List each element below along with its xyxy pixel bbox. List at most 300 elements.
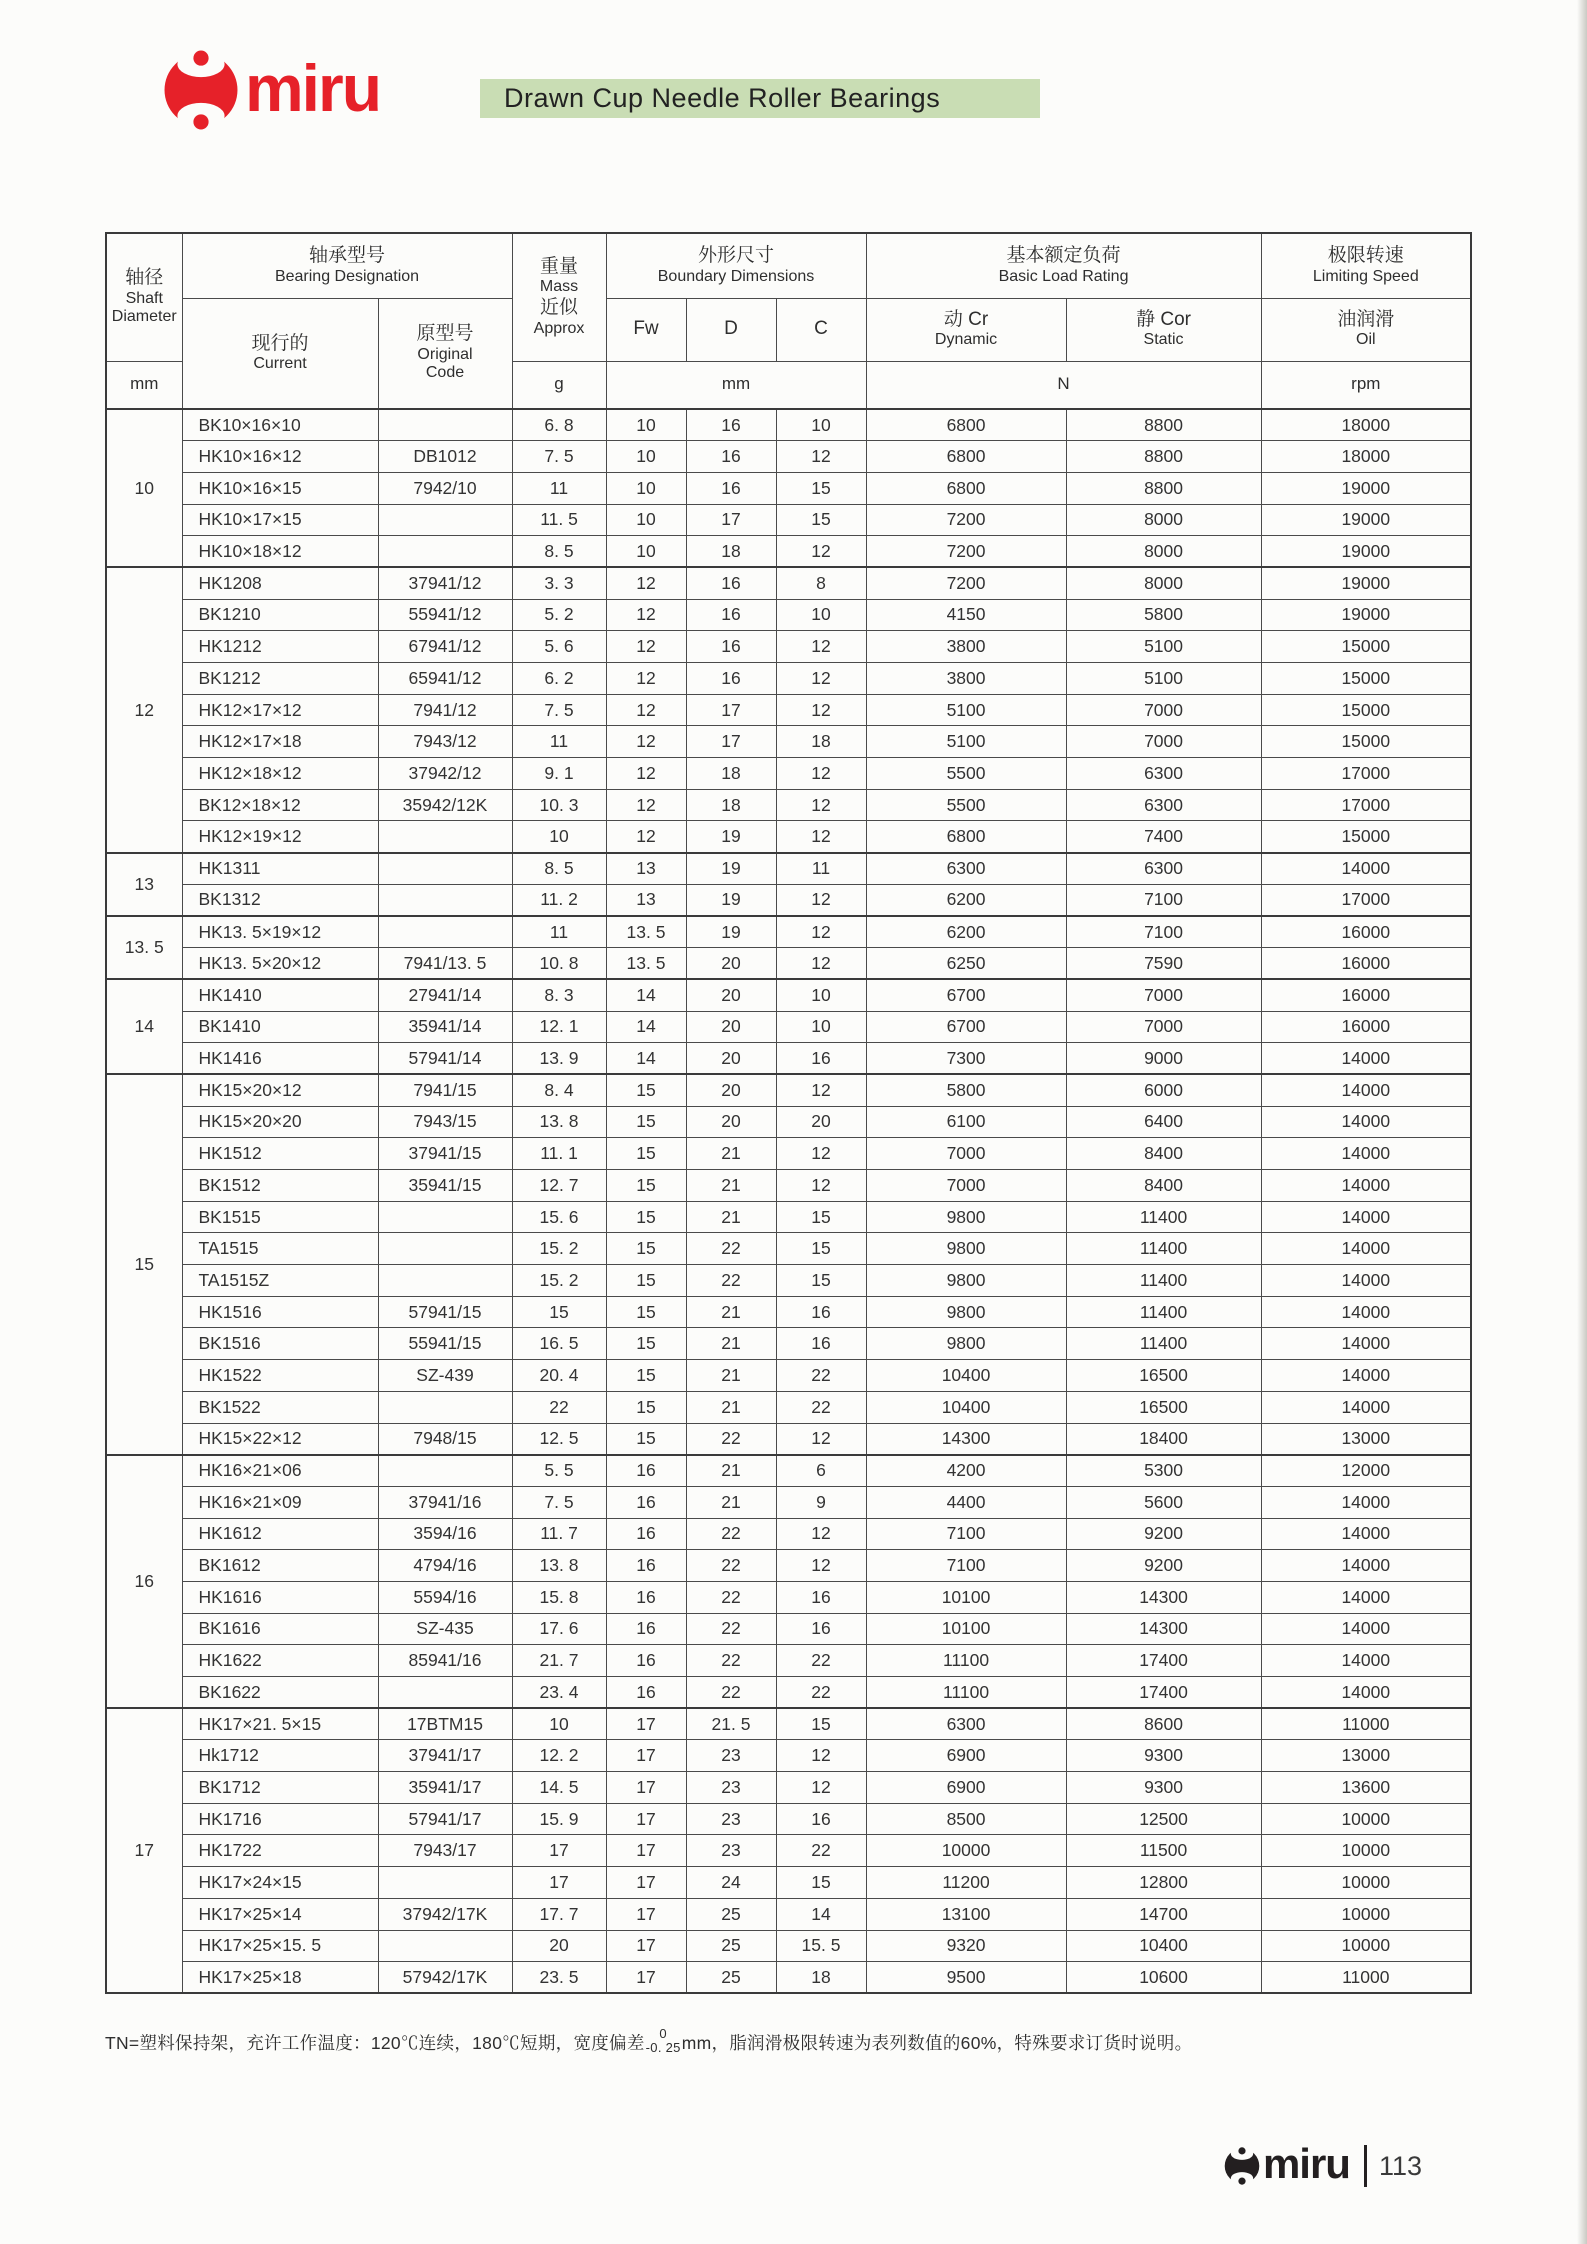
d-cell: 25 (686, 1930, 776, 1962)
fw-cell: 17 (606, 1708, 686, 1740)
designation-current-cell: HK12×18×12 (182, 758, 378, 790)
table-row (106, 567, 1471, 599)
page-title: Drawn Cup Needle Roller Bearings (504, 83, 941, 113)
d-cell: 21 (686, 1391, 776, 1423)
limiting-speed-cell: 18000 (1261, 409, 1471, 441)
dynamic-load-cell: 5500 (866, 758, 1066, 790)
shaft-diameter-cell: 13 (106, 853, 182, 916)
table-row (106, 948, 1471, 980)
original-code-cell: 35941/17 (378, 1772, 512, 1804)
dynamic-load-cell: 9800 (866, 1265, 1066, 1297)
fw-cell: 17 (606, 1962, 686, 1994)
load-label-zh: 基本额定负荷 (1006, 245, 1121, 267)
static-load-cell: 11400 (1066, 1201, 1261, 1233)
dynamic-load-cell: 4150 (866, 599, 1066, 631)
dynamic-load-cell: 7200 (866, 567, 1066, 599)
dynamic-load-cell: 6800 (866, 472, 1066, 504)
fw-cell: 12 (606, 758, 686, 790)
fw-cell: 15 (606, 1170, 686, 1202)
table-row (106, 1550, 1471, 1582)
static-load-cell: 12500 (1066, 1803, 1261, 1835)
col-fw (606, 298, 686, 361)
table-row (106, 1170, 1471, 1202)
col-oil (1261, 298, 1471, 361)
mass-cell: 17 (512, 1835, 606, 1867)
limiting-speed-cell: 12000 (1261, 1455, 1471, 1487)
d-cell: 20 (686, 1106, 776, 1138)
original-code-cell (378, 1233, 512, 1265)
fw-cell: 16 (606, 1645, 686, 1677)
designation-current-cell: HK1522 (182, 1360, 378, 1392)
limiting-speed-cell: 17000 (1261, 758, 1471, 790)
static-load-cell: 9300 (1066, 1772, 1261, 1804)
fw-cell: 14 (606, 1011, 686, 1043)
fw-cell: 15 (606, 1233, 686, 1265)
designation-current-cell: HK1716 (182, 1803, 378, 1835)
static-load-cell: 5800 (1066, 599, 1261, 631)
limiting-speed-cell: 15000 (1261, 726, 1471, 758)
limiting-speed-cell: 17000 (1261, 789, 1471, 821)
fw-label: Fw (633, 318, 659, 340)
dynamic-load-cell: 9800 (866, 1233, 1066, 1265)
table-row (106, 1265, 1471, 1297)
dynamic-load-cell: 3800 (866, 631, 1066, 663)
footnote-part1: TN=塑料保持架，充许工作温度：120℃连续，180℃短期，宽度偏差 (105, 2033, 645, 2053)
dynamic-load-cell: 4400 (866, 1486, 1066, 1518)
original-code-cell: 85941/16 (378, 1645, 512, 1677)
original-code-cell: 37942/12 (378, 758, 512, 790)
limiting-speed-cell: 14000 (1261, 853, 1471, 885)
designation-current-cell: BK1312 (182, 884, 378, 916)
c-cell: 12 (776, 1138, 866, 1170)
fw-cell: 17 (606, 1740, 686, 1772)
mass-cell: 8. 5 (512, 853, 606, 885)
original-code-cell (378, 1677, 512, 1709)
table-row (106, 1645, 1471, 1677)
designation-current-cell: HK15×20×20 (182, 1106, 378, 1138)
designation-current-cell: HK17×25×18 (182, 1962, 378, 1994)
static-load-cell: 9200 (1066, 1518, 1261, 1550)
mass-cell: 6. 8 (512, 409, 606, 441)
tolerance-upper: 0 (659, 2026, 667, 2042)
limiting-speed-cell: 13000 (1261, 1740, 1471, 1772)
c-cell: 11 (776, 853, 866, 885)
static-load-cell: 17400 (1066, 1677, 1261, 1709)
mass-cell: 9. 1 (512, 758, 606, 790)
static-load-cell: 7400 (1066, 821, 1261, 853)
original-code-cell: 57942/17K (378, 1962, 512, 1994)
c-cell: 12 (776, 1518, 866, 1550)
fw-cell: 13 (606, 853, 686, 885)
d-cell: 16 (686, 472, 776, 504)
table-row (106, 1486, 1471, 1518)
limiting-speed-cell: 15000 (1261, 631, 1471, 663)
fw-cell: 10 (606, 441, 686, 473)
d-cell: 23 (686, 1740, 776, 1772)
table-row (106, 1455, 1471, 1487)
table-row (106, 821, 1471, 853)
c-cell: 15 (776, 1708, 866, 1740)
designation-current-cell: HK1612 (182, 1518, 378, 1550)
brand-logo (163, 50, 380, 130)
boundary-label-zh: 外形尺寸 (698, 245, 775, 267)
c-cell: 16 (776, 1328, 866, 1360)
mass-cell: 5. 2 (512, 599, 606, 631)
dynamic-load-cell: 13100 (866, 1898, 1066, 1930)
oil-label-en: Oil (1356, 331, 1376, 349)
mass-cell: 13. 9 (512, 1043, 606, 1075)
limiting-speed-cell: 16000 (1261, 948, 1471, 980)
limiting-speed-cell: 17000 (1261, 884, 1471, 916)
static-load-cell: 11400 (1066, 1328, 1261, 1360)
fw-cell: 16 (606, 1455, 686, 1487)
col-boundary-dimensions (606, 233, 866, 298)
original-code-cell: SZ-439 (378, 1360, 512, 1392)
table-row (106, 1360, 1471, 1392)
fw-cell: 16 (606, 1486, 686, 1518)
static-load-cell: 14300 (1066, 1613, 1261, 1645)
dynamic-load-cell: 5500 (866, 789, 1066, 821)
mass-cell: 17. 6 (512, 1613, 606, 1645)
tolerance-lower: -0. 25 (645, 2040, 681, 2056)
mass-cell: 11. 2 (512, 884, 606, 916)
mass-cell: 15. 2 (512, 1233, 606, 1265)
designation-current-cell: HK16×21×09 (182, 1486, 378, 1518)
mass-cell: 11 (512, 916, 606, 948)
fw-cell: 17 (606, 1898, 686, 1930)
c-cell: 12 (776, 1550, 866, 1582)
table-row (106, 1328, 1471, 1360)
limiting-speed-cell: 14000 (1261, 1550, 1471, 1582)
c-cell: 9 (776, 1486, 866, 1518)
limiting-speed-cell: 10000 (1261, 1930, 1471, 1962)
original-code-cell: 5594/16 (378, 1581, 512, 1613)
dynamic-label-zh: 动 Cr (943, 308, 989, 330)
limiting-speed-cell: 16000 (1261, 1011, 1471, 1043)
limiting-speed-cell: 14000 (1261, 1074, 1471, 1106)
c-cell: 12 (776, 1074, 866, 1106)
fw-cell: 15 (606, 1391, 686, 1423)
static-load-cell: 14300 (1066, 1581, 1261, 1613)
designation-current-cell: HK1516 (182, 1296, 378, 1328)
original-code-cell: 7942/10 (378, 472, 512, 504)
fw-cell: 15 (606, 1360, 686, 1392)
limiting-speed-cell: 14000 (1261, 1391, 1471, 1423)
speed-label-zh: 极限转速 (1327, 245, 1404, 267)
mass-cell: 22 (512, 1391, 606, 1423)
static-load-cell: 11400 (1066, 1233, 1261, 1265)
designation-current-cell: HK12×17×18 (182, 726, 378, 758)
original-code-cell: 37941/16 (378, 1486, 512, 1518)
table-row (106, 504, 1471, 536)
static-load-cell: 7000 (1066, 694, 1261, 726)
static-load-cell: 5300 (1066, 1455, 1261, 1487)
page-number: 113 (1378, 2150, 1422, 2181)
table-row (106, 599, 1471, 631)
c-cell: 22 (776, 1677, 866, 1709)
d-label: D (724, 318, 738, 340)
c-cell: 15. 5 (776, 1930, 866, 1962)
static-load-cell: 5100 (1066, 631, 1261, 663)
limiting-speed-cell: 14000 (1261, 1170, 1471, 1202)
mass-cell: 10 (512, 821, 606, 853)
d-cell: 22 (686, 1550, 776, 1582)
mass-label-en: Mass (539, 278, 579, 296)
original-code-cell: 57941/15 (378, 1296, 512, 1328)
fw-cell: 17 (606, 1930, 686, 1962)
table-row (106, 1423, 1471, 1455)
original-code-cell: 37941/17 (378, 1740, 512, 1772)
c-cell: 12 (776, 536, 866, 568)
mass-cell: 6. 2 (512, 663, 606, 695)
designation-current-cell: HK10×16×15 (182, 472, 378, 504)
shaft-diameter-cell: 16 (106, 1455, 182, 1709)
c-cell: 15 (776, 504, 866, 536)
c-cell: 12 (776, 631, 866, 663)
c-cell: 12 (776, 694, 866, 726)
table-row (106, 1835, 1471, 1867)
static-load-cell: 7590 (1066, 948, 1261, 980)
mass-cell: 11. 1 (512, 1138, 606, 1170)
oil-label-zh: 油润滑 (1337, 308, 1395, 330)
approx-label-zh: 近似 (539, 297, 578, 319)
static-load-cell: 8600 (1066, 1708, 1261, 1740)
dynamic-load-cell: 7200 (866, 536, 1066, 568)
designation-current-cell: HK1722 (182, 1835, 378, 1867)
designation-current-cell: HK1622 (182, 1645, 378, 1677)
d-cell: 21 (686, 1138, 776, 1170)
static-load-cell: 8000 (1066, 504, 1261, 536)
original-code-cell: 7941/15 (378, 1074, 512, 1106)
original-code-cell: 57941/14 (378, 1043, 512, 1075)
d-cell: 19 (686, 853, 776, 885)
c-cell: 10 (776, 1011, 866, 1043)
designation-label-zh: 轴承型号 (308, 245, 385, 267)
table-row (106, 726, 1471, 758)
mass-cell: 5. 5 (512, 1455, 606, 1487)
designation-current-cell: BK1212 (182, 663, 378, 695)
designation-current-cell: HK12×19×12 (182, 821, 378, 853)
c-cell: 12 (776, 1423, 866, 1455)
limiting-speed-cell: 14000 (1261, 1201, 1471, 1233)
designation-current-cell: TA1515 (182, 1233, 378, 1265)
c-cell: 15 (776, 1233, 866, 1265)
limiting-speed-cell: 10000 (1261, 1898, 1471, 1930)
d-cell: 18 (686, 789, 776, 821)
designation-current-cell: BK1712 (182, 1772, 378, 1804)
d-cell: 19 (686, 916, 776, 948)
static-load-cell: 8800 (1066, 472, 1261, 504)
static-load-cell: 12800 (1066, 1867, 1261, 1899)
designation-current-cell: BK1616 (182, 1613, 378, 1645)
c-cell: 12 (776, 1740, 866, 1772)
d-cell: 17 (686, 694, 776, 726)
table-row (106, 758, 1471, 790)
fw-cell: 10 (606, 409, 686, 441)
c-cell: 22 (776, 1835, 866, 1867)
mass-label-zh: 重量 (539, 255, 578, 277)
static-load-cell: 8400 (1066, 1170, 1261, 1202)
fw-cell: 12 (606, 694, 686, 726)
fw-cell: 12 (606, 821, 686, 853)
limiting-speed-cell: 10000 (1261, 1835, 1471, 1867)
dynamic-load-cell: 14300 (866, 1423, 1066, 1455)
d-cell: 22 (686, 1518, 776, 1550)
original-code-cell: 7941/12 (378, 694, 512, 726)
c-cell: 8 (776, 567, 866, 599)
fw-cell: 15 (606, 1265, 686, 1297)
limiting-speed-cell: 14000 (1261, 1106, 1471, 1138)
static-load-cell: 6000 (1066, 1074, 1261, 1106)
fw-cell: 15 (606, 1138, 686, 1170)
original-code-cell: 55941/15 (378, 1328, 512, 1360)
approx-label-en: Approx (533, 319, 585, 337)
dynamic-load-cell: 9800 (866, 1296, 1066, 1328)
mass-cell: 8. 5 (512, 536, 606, 568)
shaft-diameter-cell: 12 (106, 567, 182, 852)
dynamic-load-cell: 8500 (866, 1803, 1066, 1835)
d-cell: 20 (686, 1074, 776, 1106)
mass-cell: 20. 4 (512, 1360, 606, 1392)
dynamic-load-cell: 10400 (866, 1391, 1066, 1423)
c-label: C (814, 318, 828, 340)
footer-miru-logo-icon (1224, 2147, 1260, 2185)
dynamic-load-cell: 11100 (866, 1677, 1066, 1709)
designation-current-cell: HK1212 (182, 631, 378, 663)
d-cell: 22 (686, 1677, 776, 1709)
d-cell: 20 (686, 979, 776, 1011)
static-load-cell: 8800 (1066, 409, 1261, 441)
original-code-cell (378, 409, 512, 441)
original-code-cell: 27941/14 (378, 979, 512, 1011)
col-bearing-designation (182, 233, 512, 298)
limiting-speed-cell: 19000 (1261, 599, 1471, 631)
static-load-cell: 11400 (1066, 1296, 1261, 1328)
d-cell: 21 (686, 1170, 776, 1202)
fw-cell: 13. 5 (606, 948, 686, 980)
table-row (106, 1233, 1471, 1265)
current-label-en: Current (253, 355, 307, 373)
static-load-cell: 16500 (1066, 1360, 1261, 1392)
d-cell: 19 (686, 884, 776, 916)
dynamic-load-cell: 6800 (866, 821, 1066, 853)
mass-cell: 7. 5 (512, 1486, 606, 1518)
c-cell: 15 (776, 1265, 866, 1297)
limiting-speed-cell: 15000 (1261, 663, 1471, 695)
d-cell: 22 (686, 1613, 776, 1645)
limiting-speed-cell: 19000 (1261, 504, 1471, 536)
static-load-cell: 5600 (1066, 1486, 1261, 1518)
mass-cell: 15. 6 (512, 1201, 606, 1233)
col-shaft-diameter (106, 233, 182, 361)
dynamic-load-cell: 6250 (866, 948, 1066, 980)
mass-cell: 12. 2 (512, 1740, 606, 1772)
d-cell: 16 (686, 567, 776, 599)
c-cell: 16 (776, 1581, 866, 1613)
c-cell: 10 (776, 409, 866, 441)
d-cell: 21 (686, 1328, 776, 1360)
table-row (106, 1613, 1471, 1645)
dynamic-load-cell: 6800 (866, 441, 1066, 473)
dynamic-load-cell: 7000 (866, 1138, 1066, 1170)
dynamic-load-cell: 6700 (866, 979, 1066, 1011)
d-cell: 20 (686, 1043, 776, 1075)
table-row (106, 1011, 1471, 1043)
original-code-cell: 35942/12K (378, 789, 512, 821)
fw-cell: 12 (606, 599, 686, 631)
mass-cell: 11. 5 (512, 504, 606, 536)
shaft-label-en1: Shaft (125, 289, 163, 307)
limiting-speed-cell: 14000 (1261, 1645, 1471, 1677)
c-cell: 12 (776, 1772, 866, 1804)
unit-mass-g: g (512, 361, 606, 409)
fw-cell: 16 (606, 1677, 686, 1709)
shaft-diameter-cell: 15 (106, 1074, 182, 1454)
dynamic-load-cell: 11100 (866, 1645, 1066, 1677)
fw-cell: 10 (606, 536, 686, 568)
designation-current-cell: HK15×20×12 (182, 1074, 378, 1106)
original-code-cell (378, 1930, 512, 1962)
d-cell: 17 (686, 504, 776, 536)
fw-cell: 16 (606, 1581, 686, 1613)
fw-cell: 17 (606, 1835, 686, 1867)
static-load-cell: 17400 (1066, 1645, 1261, 1677)
designation-current-cell: BK1512 (182, 1170, 378, 1202)
dynamic-load-cell: 6900 (866, 1772, 1066, 1804)
mass-cell: 23. 4 (512, 1677, 606, 1709)
mass-cell: 15. 2 (512, 1265, 606, 1297)
original-label-en1: Original (417, 345, 473, 363)
limiting-speed-cell: 15000 (1261, 821, 1471, 853)
d-cell: 21 (686, 1360, 776, 1392)
table-row (106, 1201, 1471, 1233)
mass-cell: 12. 7 (512, 1170, 606, 1202)
col-c (776, 298, 866, 361)
d-cell: 22 (686, 1581, 776, 1613)
original-code-cell: 4794/16 (378, 1550, 512, 1582)
designation-current-cell: BK1410 (182, 1011, 378, 1043)
mass-cell: 7. 5 (512, 441, 606, 473)
c-cell: 12 (776, 916, 866, 948)
dynamic-load-cell: 10100 (866, 1613, 1066, 1645)
fw-cell: 17 (606, 1772, 686, 1804)
static-load-cell: 8000 (1066, 567, 1261, 599)
c-cell: 12 (776, 1170, 866, 1202)
d-cell: 16 (686, 409, 776, 441)
scan-edge-shading (1577, 0, 1587, 2244)
mass-cell: 10 (512, 1708, 606, 1740)
mass-cell: 15 (512, 1296, 606, 1328)
original-code-cell: 35941/14 (378, 1011, 512, 1043)
fw-cell: 10 (606, 504, 686, 536)
original-code-cell: 7943/15 (378, 1106, 512, 1138)
limiting-speed-cell: 14000 (1261, 1613, 1471, 1645)
c-cell: 20 (776, 1106, 866, 1138)
header-row-1 (106, 233, 1471, 298)
c-cell: 22 (776, 1391, 866, 1423)
c-cell: 12 (776, 758, 866, 790)
d-cell: 21 (686, 1296, 776, 1328)
limiting-speed-cell: 10000 (1261, 1803, 1471, 1835)
d-cell: 25 (686, 1962, 776, 1994)
original-code-cell (378, 1867, 512, 1899)
mass-cell: 5. 6 (512, 631, 606, 663)
unit-load-n: N (866, 361, 1261, 409)
d-cell: 16 (686, 631, 776, 663)
limiting-speed-cell: 19000 (1261, 536, 1471, 568)
original-code-cell (378, 504, 512, 536)
table-row (106, 1803, 1471, 1835)
